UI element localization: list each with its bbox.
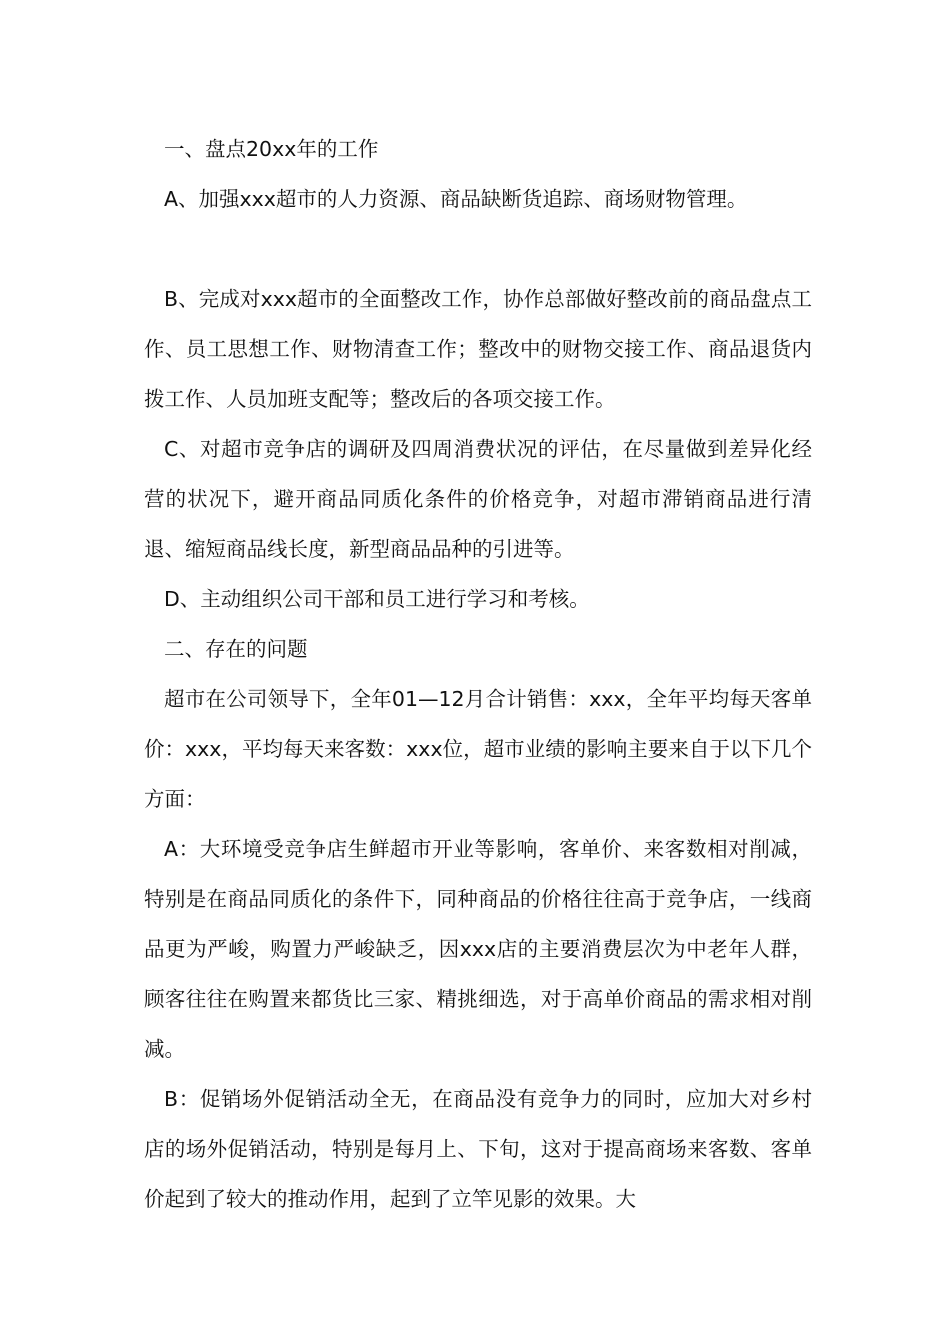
paragraph-problem-a: A：大环境受竞争店生鲜超市开业等影响，客单价、来客数相对削减，特别是在商品同质化的条件下，同种商品的价格往往高于竞争店，一线商品更为严峻，购置力严峻缺乏，因xxx店的主要消费层次为中老年人群，顾客往往在购置来都货比三家、精挑细选，对于高单价商品的需求相对削减。 <box>144 837 812 1061</box>
section-heading-review: 一、盘点20xx年的工作 <box>164 137 379 161</box>
paragraph-item-a: A、加强xxx超市的人力资源、商品缺断货追踪、商场财物管理。 <box>164 187 748 211</box>
paragraph-problem-b: B：促销场外促销活动全无，在商品没有竞争力的同时，应加大对乡村店的场外促销活动，特别是每月上、下旬，这对于提高商场来客数、客单价起到了较大的推动作用，起到了立竿见影的效果。大 <box>144 1087 812 1211</box>
paragraph-item-c: C、对超市竞争店的调研及四周消费状况的评估，在尽量做到差异化经营的状况下，避开商品同质化条件的价格竞争，对超市滞销商品进行清退、缩短商品线长度，新型商品品种的引进等。 <box>144 437 812 561</box>
blank-line <box>144 224 812 274</box>
section-heading-problems: 二、存在的问题 <box>164 637 308 661</box>
document-body <box>144 124 812 1224</box>
paragraph-sales-summary: 超市在公司领导下，全年01—12月合计销售：xxx，全年平均每天客单价：xxx，平均每天来客数：xxx位，超市业绩的影响主要来自于以下几个方面： <box>144 687 812 811</box>
paragraph-item-d: D、主动组织公司干部和员工进行学习和考核。 <box>164 587 590 611</box>
paragraph-item-b: B、完成对xxx超市的全面整改工作，协作总部做好整改前的商品盘点工作、员工思想工作、财物清查工作；整改中的财物交接工作、商品退货内拨工作、人员加班支配等；整改后的各项交接工作。 <box>144 287 812 411</box>
